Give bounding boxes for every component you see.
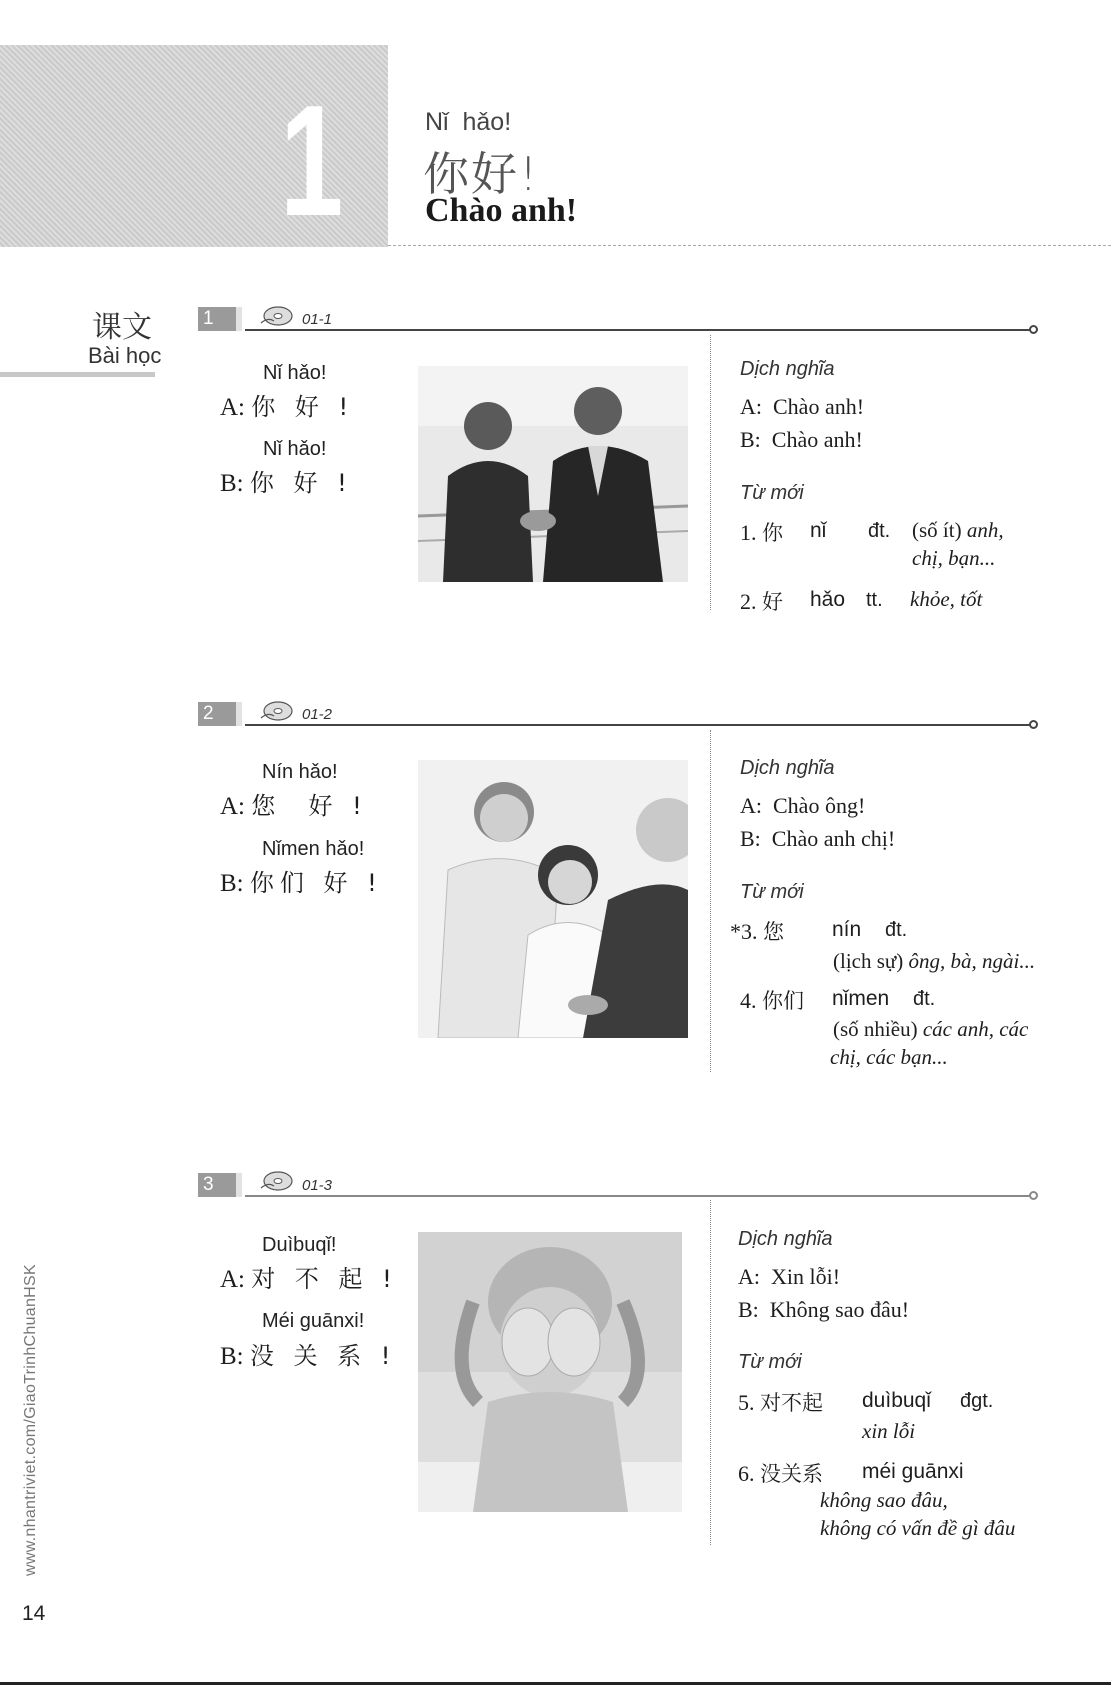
lesson-3-number-badge: 3 bbox=[198, 1173, 242, 1197]
vocab-item: *3. 您 bbox=[730, 919, 784, 944]
vocab-title: Từ mới bbox=[740, 881, 804, 903]
speaker-label: A: bbox=[220, 394, 245, 421]
dialog-hanzi: 你 好 ! bbox=[249, 469, 353, 497]
dialog-pinyin: Duìbuqǐ! bbox=[262, 1234, 337, 1256]
rule-end-dot bbox=[1029, 720, 1038, 729]
lesson-3-rule bbox=[245, 1195, 1031, 1197]
vocab-gloss: (số nhiều) các anh, các bbox=[833, 1017, 1029, 1041]
dialog-line bbox=[220, 463, 353, 498]
photo-couple-greeting bbox=[418, 760, 688, 1038]
column-divider bbox=[710, 335, 711, 610]
dialog-hanzi: 你们 好 ! bbox=[249, 869, 383, 897]
audio-track-label: 01-3 bbox=[302, 1177, 333, 1194]
lesson-1-rule bbox=[245, 329, 1031, 331]
vocab-pos: đt. bbox=[913, 988, 936, 1010]
rule-end-dot bbox=[1029, 325, 1038, 334]
translation-line: A: Chào ông! bbox=[740, 793, 866, 818]
dialog-pinyin: Nín hǎo! bbox=[262, 761, 338, 783]
vocab-pos: đt. bbox=[885, 919, 908, 941]
vocab-gloss-cont: chị, bạn... bbox=[912, 546, 996, 570]
lesson-1-number-badge: 1 bbox=[198, 307, 242, 331]
lesson-title-vietnamese: Chào anh! bbox=[425, 192, 578, 229]
section-label-rule bbox=[0, 372, 155, 377]
vocab-item: 2. 好 bbox=[740, 589, 783, 614]
translation-line: A: Xin lỗi! bbox=[738, 1264, 841, 1289]
vocab-pos: đt. bbox=[868, 520, 891, 542]
photo-girl-covering-face bbox=[418, 1232, 682, 1512]
vocab-item: 5. 对不起 bbox=[738, 1390, 823, 1415]
dialog-pinyin: Nǐ hǎo! bbox=[263, 362, 327, 384]
vocab-gloss: xin lỗi bbox=[862, 1419, 916, 1443]
audio-cd-icon[interactable] bbox=[258, 305, 294, 327]
dialog-line bbox=[220, 1259, 398, 1294]
vocab-pos: tt. bbox=[866, 589, 883, 611]
vocab-item: 4. 你们 bbox=[740, 988, 804, 1013]
vocab-item: 1. 你 bbox=[740, 520, 783, 545]
lesson-title-hanzi: 你好! bbox=[423, 147, 540, 201]
vocab-title: Từ mới bbox=[740, 482, 804, 504]
vocab-gloss-cont: chị, các bạn... bbox=[830, 1045, 948, 1069]
vocab-gloss: không sao đâu, bbox=[820, 1488, 948, 1512]
vocab-pinyin: nín bbox=[832, 918, 862, 941]
translation-title: Dịch nghĩa bbox=[740, 757, 835, 779]
translation-line: B: Chào anh! bbox=[740, 427, 863, 452]
lesson-number: 1 bbox=[280, 73, 344, 249]
vocab-pinyin: nǐmen bbox=[832, 987, 890, 1010]
column-divider bbox=[710, 1200, 711, 1545]
translation-title: Dịch nghĩa bbox=[738, 1228, 833, 1250]
page-number: 14 bbox=[22, 1602, 46, 1625]
dialog-pinyin: Nǐmen hǎo! bbox=[262, 838, 365, 860]
vocab-pinyin: méi guānxi bbox=[862, 1460, 964, 1483]
translation-title: Dịch nghĩa bbox=[740, 358, 835, 380]
dialog-pinyin: Nǐ hǎo! bbox=[263, 438, 327, 460]
dialog-hanzi: 没 关 系 ! bbox=[249, 1342, 397, 1370]
vocab-pinyin: duìbuqǐ bbox=[862, 1389, 931, 1412]
audio-track-label: 01-2 bbox=[302, 706, 333, 723]
speaker-label: A: bbox=[220, 1266, 245, 1293]
dialog-pinyin: Méi guānxi! bbox=[262, 1310, 365, 1332]
vocab-gloss: khỏe, tốt bbox=[910, 587, 983, 611]
dialog-line bbox=[220, 863, 383, 898]
lesson-2-number-badge: 2 bbox=[198, 702, 242, 726]
dialog-line bbox=[220, 387, 354, 422]
speaker-label: B: bbox=[220, 470, 244, 497]
audio-cd-icon[interactable] bbox=[258, 700, 294, 722]
lesson-title-pinyin: Nǐ hǎo! bbox=[425, 108, 512, 136]
audio-track-label: 01-1 bbox=[302, 311, 333, 328]
dialog-hanzi: 对 不 起 ! bbox=[251, 1265, 398, 1293]
photo-businessmen-handshake bbox=[418, 366, 688, 582]
translation-line: B: Không sao đâu! bbox=[738, 1297, 910, 1322]
translation-line: A: Chào anh! bbox=[740, 394, 865, 419]
vocab-pos: đgt. bbox=[960, 1390, 994, 1412]
section-label-hanzi: 课文 bbox=[92, 310, 152, 345]
vocab-pinyin: nǐ bbox=[810, 519, 827, 542]
vocab-gloss: (lịch sự) ông, bà, ngài... bbox=[833, 949, 1036, 973]
vocab-title: Từ mới bbox=[738, 1351, 802, 1373]
vocab-pinyin: hǎo bbox=[810, 588, 846, 611]
lesson-2-rule bbox=[245, 724, 1031, 726]
rule-end-dot bbox=[1029, 1191, 1038, 1200]
speaker-label: B: bbox=[220, 1343, 244, 1370]
dialog-hanzi: 你 好 ! bbox=[251, 393, 355, 421]
dialog-hanzi: 您 好 ! bbox=[251, 792, 368, 820]
speaker-label: B: bbox=[220, 870, 244, 897]
audio-cd-icon[interactable] bbox=[258, 1170, 294, 1192]
dialog-line bbox=[220, 786, 368, 821]
website-watermark: www.nhantriviet.com/GiaoTrinhChuanHSK bbox=[22, 1264, 39, 1576]
speaker-label: A: bbox=[220, 793, 245, 820]
header-divider bbox=[388, 245, 1111, 246]
vocab-gloss-cont: không có vấn đề gì đâu bbox=[820, 1516, 1016, 1540]
column-divider bbox=[710, 730, 711, 1072]
vocab-gloss: (số ít) anh, bbox=[912, 518, 1004, 542]
section-label-vietnamese: Bài học bbox=[88, 343, 162, 368]
translation-line: B: Chào anh chị! bbox=[740, 826, 896, 851]
vocab-item: 6. 没关系 bbox=[738, 1461, 823, 1486]
dialog-line bbox=[220, 1336, 396, 1371]
